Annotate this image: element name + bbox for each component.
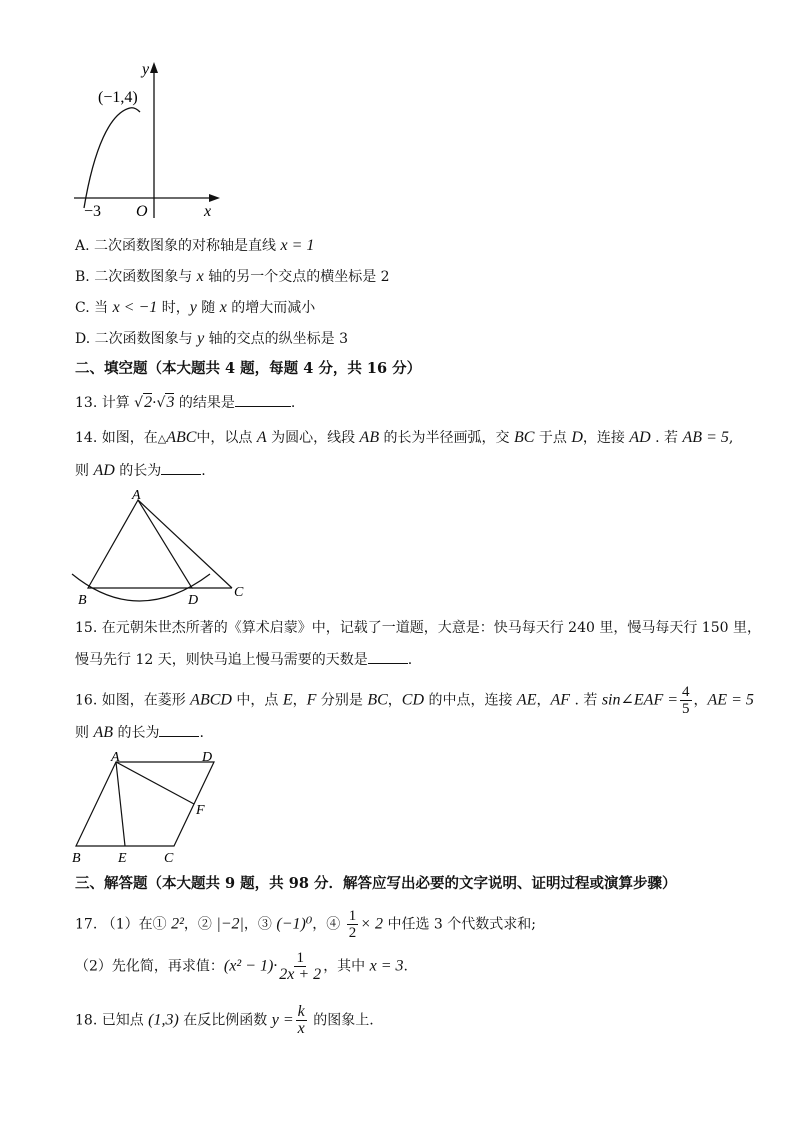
q16-fraction	[680, 684, 692, 717]
q17-c3: ，④	[312, 916, 345, 933]
q17-fnum2: 1	[296, 950, 304, 966]
fig16-label-f: F	[196, 803, 205, 818]
q15-answer-blank[interactable]	[368, 649, 408, 664]
option-d-post: 轴的交点的纵坐标是 3	[204, 331, 348, 347]
fig14-label-b: B	[78, 593, 87, 608]
q18-point: (1,3)	[148, 1011, 179, 1029]
q16-t5: . 若	[570, 692, 602, 709]
question-16-line1	[75, 684, 754, 717]
q15-text: 慢马先行 12 天，则快马追上慢马需要的天数是	[75, 652, 368, 668]
question-15-line1: 15. 在元朝朱世杰所著的《算术启蒙》中，记载了一道题，大意是：快马每天行 240 里，慢马每天行 150 里，	[75, 620, 761, 636]
q16-af: AF	[550, 691, 571, 709]
question-14-line1	[75, 428, 733, 449]
question-15-line2	[75, 649, 412, 670]
q17-expr1: 2²	[171, 915, 184, 933]
q13-answer-blank[interactable]	[235, 392, 291, 407]
option-a	[75, 236, 314, 256]
fig14-label-c: C	[234, 585, 244, 600]
y-axis-label: y	[142, 61, 150, 78]
fig16-label-b: B	[72, 851, 81, 866]
q18-t2: 在反比例函数	[178, 1012, 272, 1029]
q17-expr3: (−1)⁰	[276, 915, 313, 933]
q13-post: 的结果是	[174, 395, 235, 411]
option-a-eq: x = 1	[280, 237, 315, 254]
q14-t2: 中，以点	[196, 430, 257, 446]
q18-t3: 的图象上.	[308, 1012, 374, 1029]
option-b	[75, 267, 390, 287]
q16-t7: 则	[75, 725, 94, 741]
q14-d: D	[571, 429, 583, 446]
q17-t3: （2）先化简，再求值：	[75, 958, 224, 975]
option-b-x: x	[196, 268, 204, 285]
q14-a: A	[256, 429, 267, 446]
q15-end: .	[407, 652, 413, 668]
vertex-label: (−1,4)	[98, 89, 138, 106]
fig14-label-a: A	[132, 488, 141, 503]
q17-fnum: 1	[348, 908, 357, 924]
q16-ab: AB	[93, 724, 113, 741]
q16-sep: ，	[387, 692, 402, 709]
option-c-mid2: 随	[196, 300, 220, 316]
q17-t1: 17. （1）在①	[75, 916, 172, 933]
q16-t6: ，	[693, 692, 708, 709]
option-d	[75, 329, 348, 349]
q16-t4: 的中点，连接	[424, 692, 517, 709]
fig16-label-e: E	[118, 851, 127, 866]
x-axis-label: x	[204, 203, 212, 220]
q17-expr4: × 2	[360, 915, 383, 933]
fig16-label-c: C	[164, 851, 174, 866]
q14-t3: 为圆心，线段	[266, 430, 360, 446]
question-13: 13. 计算 √2·√3 的结果是 .	[75, 394, 296, 411]
q17-expr2: |−2|	[216, 915, 244, 933]
option-c-cond: x < −1	[112, 299, 158, 316]
q14-t10: 的长为	[114, 463, 162, 479]
q18-eq: y =	[271, 1011, 294, 1029]
q14-t8: ,	[728, 430, 734, 446]
q17-expr6: x = 3	[369, 957, 404, 975]
q16-t3: 分别是	[316, 692, 368, 709]
q17-t4: ，其中	[323, 958, 370, 975]
q16-t8: 的长为	[113, 725, 160, 741]
q17-fden: 2	[348, 925, 357, 941]
q14-triangle-symbol: △	[157, 432, 167, 445]
q13-end: .	[290, 395, 296, 411]
option-c-post: 的增大而减小	[226, 300, 316, 316]
fig16-label-a: A	[111, 750, 120, 765]
q16-abcd: ABCD	[190, 691, 232, 709]
q14-cond: AB = 5	[682, 429, 729, 446]
option-c-mid: 时，	[157, 300, 190, 316]
q16-cd: CD	[401, 691, 425, 709]
q16-sep2: ，	[536, 692, 551, 709]
q16-den: 5	[682, 701, 690, 717]
question-17-part1	[75, 908, 536, 941]
q17-expr5: (x² − 1)·	[223, 957, 278, 975]
option-c-text: C. 当	[75, 300, 113, 316]
q16-ae5: AE = 5	[707, 691, 754, 709]
section-3-heading: 三、解答题（本大题共 9 题，共 98 分．解答应写出必要的文字说明、证明过程或演算步骤）	[75, 875, 677, 892]
q16-answer-blank[interactable]	[159, 722, 199, 737]
q14-ad2: AD	[93, 462, 115, 479]
q14-t6: ，连接	[582, 430, 630, 446]
q17-c2: ，③	[243, 916, 277, 933]
q14-ad: AD	[629, 429, 651, 446]
option-c-x: x	[219, 299, 227, 316]
origin-label: O	[136, 203, 148, 220]
q14-t9: 则	[75, 463, 94, 479]
q14-abc: ABC	[166, 429, 197, 446]
q14-answer-blank[interactable]	[161, 460, 201, 475]
q14-end: .	[201, 463, 206, 479]
q17-fden2: 2x + 2	[279, 966, 322, 983]
q16-num: 4	[682, 684, 690, 700]
parabola-graph	[70, 58, 230, 228]
q17-c1: ，②	[183, 916, 217, 933]
q13-text: 13. 计算	[75, 395, 135, 411]
q17-end: .	[403, 958, 408, 975]
q13-dot: ·	[152, 395, 157, 411]
q18-fraction	[296, 1004, 307, 1037]
q18-k: k	[297, 1003, 305, 1020]
q16-f: F	[306, 691, 317, 709]
q16-ae: AE	[516, 691, 537, 709]
section-2-heading: 二、填空题（本大题共 4 题，每题 4 分，共 16 分）	[75, 360, 422, 377]
option-b-text: B. 二次函数图象与	[75, 269, 197, 285]
question-18	[75, 1004, 374, 1037]
q16-t1: 16. 如图，在菱形	[75, 692, 191, 709]
q14-ab: AB	[359, 429, 380, 446]
q17-fraction	[347, 908, 359, 941]
q16-comma: ，	[292, 692, 307, 709]
q14-t4: 的长为半径画弧，交	[379, 430, 514, 446]
q14-t5: 于点	[534, 430, 572, 446]
question-16-line2	[75, 722, 204, 743]
q14-t7: . 若	[650, 430, 683, 446]
fig16-label-d: D	[202, 750, 213, 765]
option-d-text: D. 二次函数图象与	[75, 331, 198, 347]
triangle-arc-figure	[70, 488, 250, 608]
option-c	[75, 298, 315, 318]
q16-bc: BC	[367, 691, 388, 709]
option-a-text: A. 二次函数图象的对称轴是直线	[75, 238, 281, 254]
question-14-line2	[75, 460, 206, 481]
root-label: −3	[84, 203, 102, 220]
option-b-text2: 轴的另一个交点的横坐标是 2	[203, 269, 390, 285]
option-d-y: y	[197, 330, 205, 347]
q17-fraction2	[279, 950, 321, 983]
q17-t2: 中任选 3 个代数式求和;	[383, 916, 536, 933]
q16-e: E	[282, 691, 293, 709]
rhombus-figure	[68, 750, 228, 868]
option-c-y: y	[189, 299, 197, 316]
q18-t1: 18. 已知点	[75, 1012, 149, 1029]
q14-t1: 14. 如图，在	[75, 430, 158, 446]
question-17-part2	[75, 950, 408, 983]
q13-root1: 2	[144, 394, 153, 411]
q16-sin: sin∠EAF =	[601, 691, 679, 709]
q18-x: x	[297, 1020, 305, 1037]
q16-t2: 中，点	[231, 692, 283, 709]
q13-root2: 3	[166, 394, 175, 411]
q16-end: .	[199, 725, 204, 741]
fig14-label-d: D	[188, 593, 199, 608]
q14-bc: BC	[514, 429, 535, 446]
